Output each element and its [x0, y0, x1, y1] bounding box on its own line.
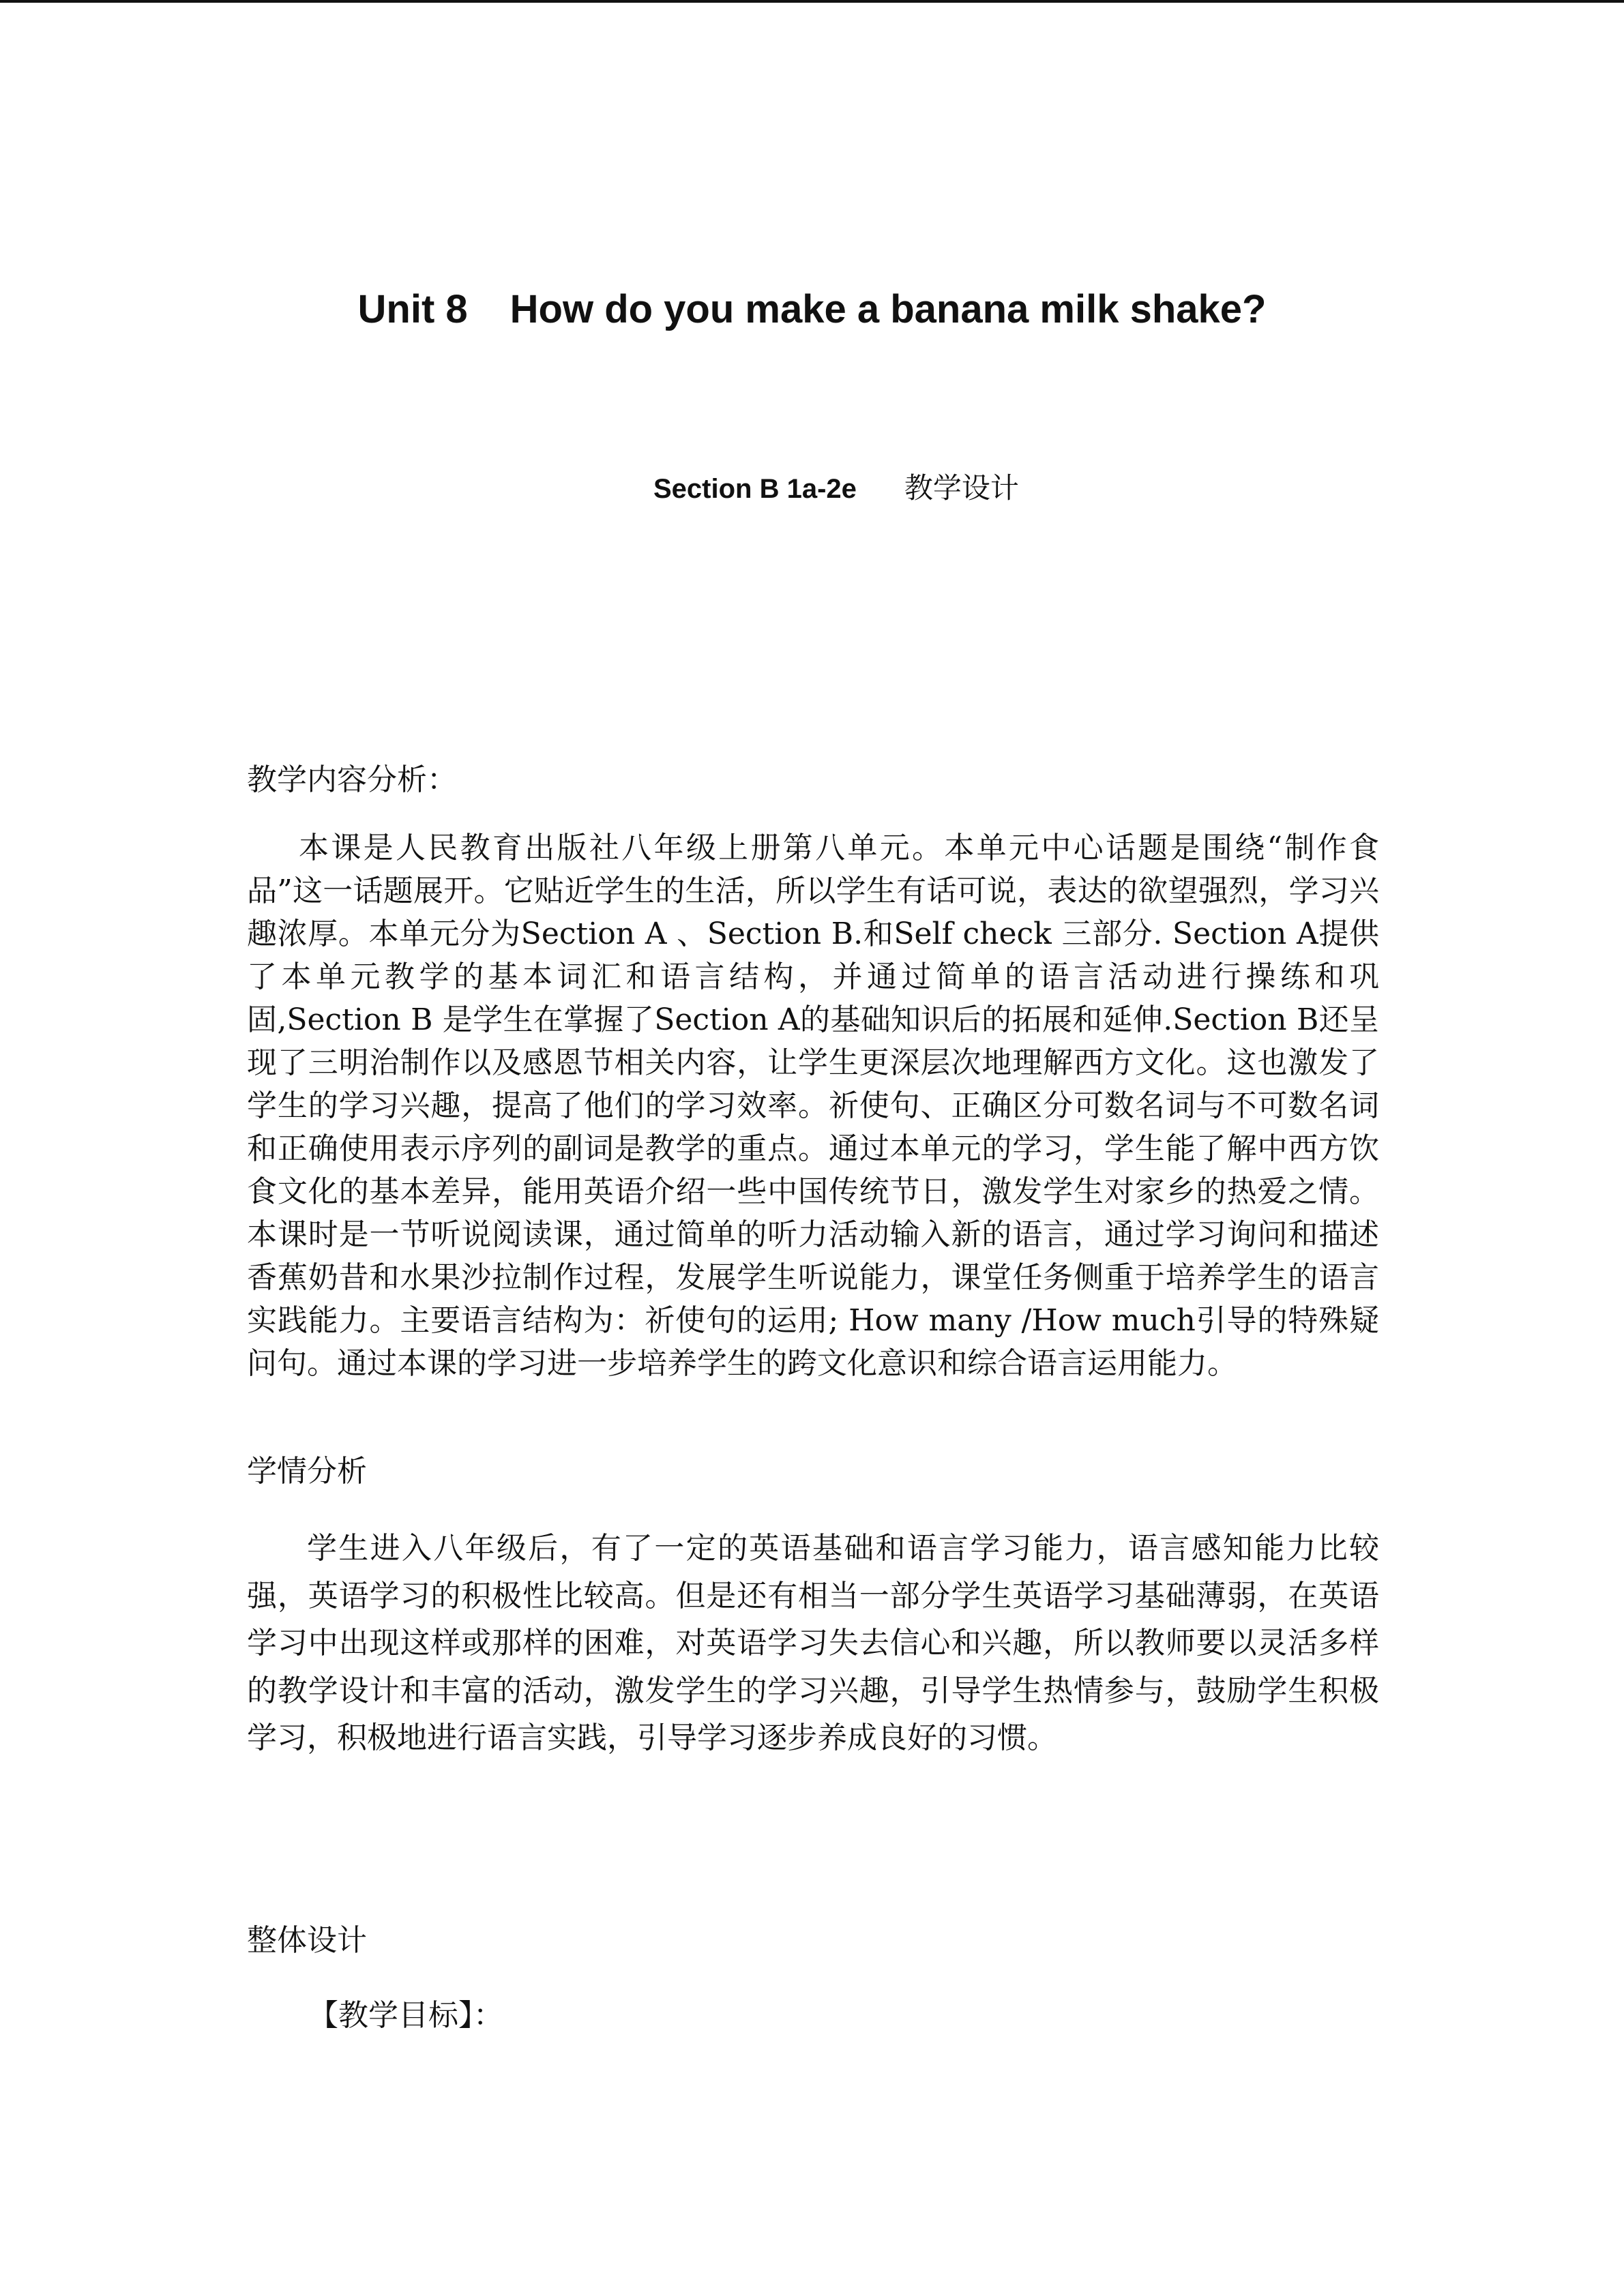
document-title — [0, 286, 1624, 332]
section-heading-learner-analysis: 学情分析 — [247, 1454, 367, 1489]
title-question: How do you make a banana milk shake? — [510, 287, 1267, 331]
section-heading-teaching-objectives: 【教学目标】： — [308, 1998, 503, 2033]
title-unit: Unit 8 — [357, 287, 468, 331]
paragraph-learner-analysis: 学生进入八年级后，有了一定的英语基础和语言学习能力，语言感知能力比较强，英语学习的积极性比较高。但是还有相当一部分学生英语学习基础薄弱，在英语学习中出现这样或那样的困难，对英语学习失去信心和兴趣，所以教师要以灵活多样的教学设计和丰富的活动，激发学生的学习兴趣，引导学生热情参与，鼓励学生积极学习，积极地进行语言实践，引导学习逐步养成良好的习惯。 — [247, 1531, 1379, 1755]
page-top-border — [0, 0, 1624, 3]
section-heading-overall-design: 整体设计 — [247, 1923, 367, 1958]
document-subtitle — [653, 466, 1019, 507]
paragraph-content-analysis: 本课是人民教育出版社八年级上册第八单元。本单元中心话题是围绕“制作食品”这一话题展开。它贴近学生的生活，所以学生有话可说，表达的欲望强烈，学习兴趣浓厚。本单元分为Section A 、Section B.和Self check 三部分. Section A提供了本单元教学的基本词汇和语言结构，并通过简单的语言活动进行操练和巩固,Section B 是学生在掌握了Section A的基础知识后的拓展和延伸.Section B还呈现了三明治制作以及感恩节相关内容，让学生更深层次地理解西方文化。这也激发了学生的学习兴趣，提高了他们的学习效率。祈使句、正确区分可数名词与不可数名词和正确使用表示序列的副词是教学的重点。通过本单元的学习，学生能了解中西方饮食文化的基本差异，能用英语介绍一些中国传统节日，激发学生对家乡的热爱之情。本课时是一节听说阅读课，通过简单的听力活动输入新的语言，通过学习询问和描述香蕉奶昔和水果沙拉制作过程，发展学生听说能力，课堂任务侧重于培养学生的语言实践能力。主要语言结构为：祈使句的运用; How many /How much引导的特殊疑问句。通过本课的学习进一步培养学生的跨文化意识和综合语言运用能力。 — [247, 831, 1379, 1381]
subtitle-section: Section B 1a-2e — [653, 474, 857, 504]
subtitle-design: 教学设计 — [904, 471, 1019, 505]
section-heading-content-analysis: 教学内容分析： — [247, 762, 457, 797]
